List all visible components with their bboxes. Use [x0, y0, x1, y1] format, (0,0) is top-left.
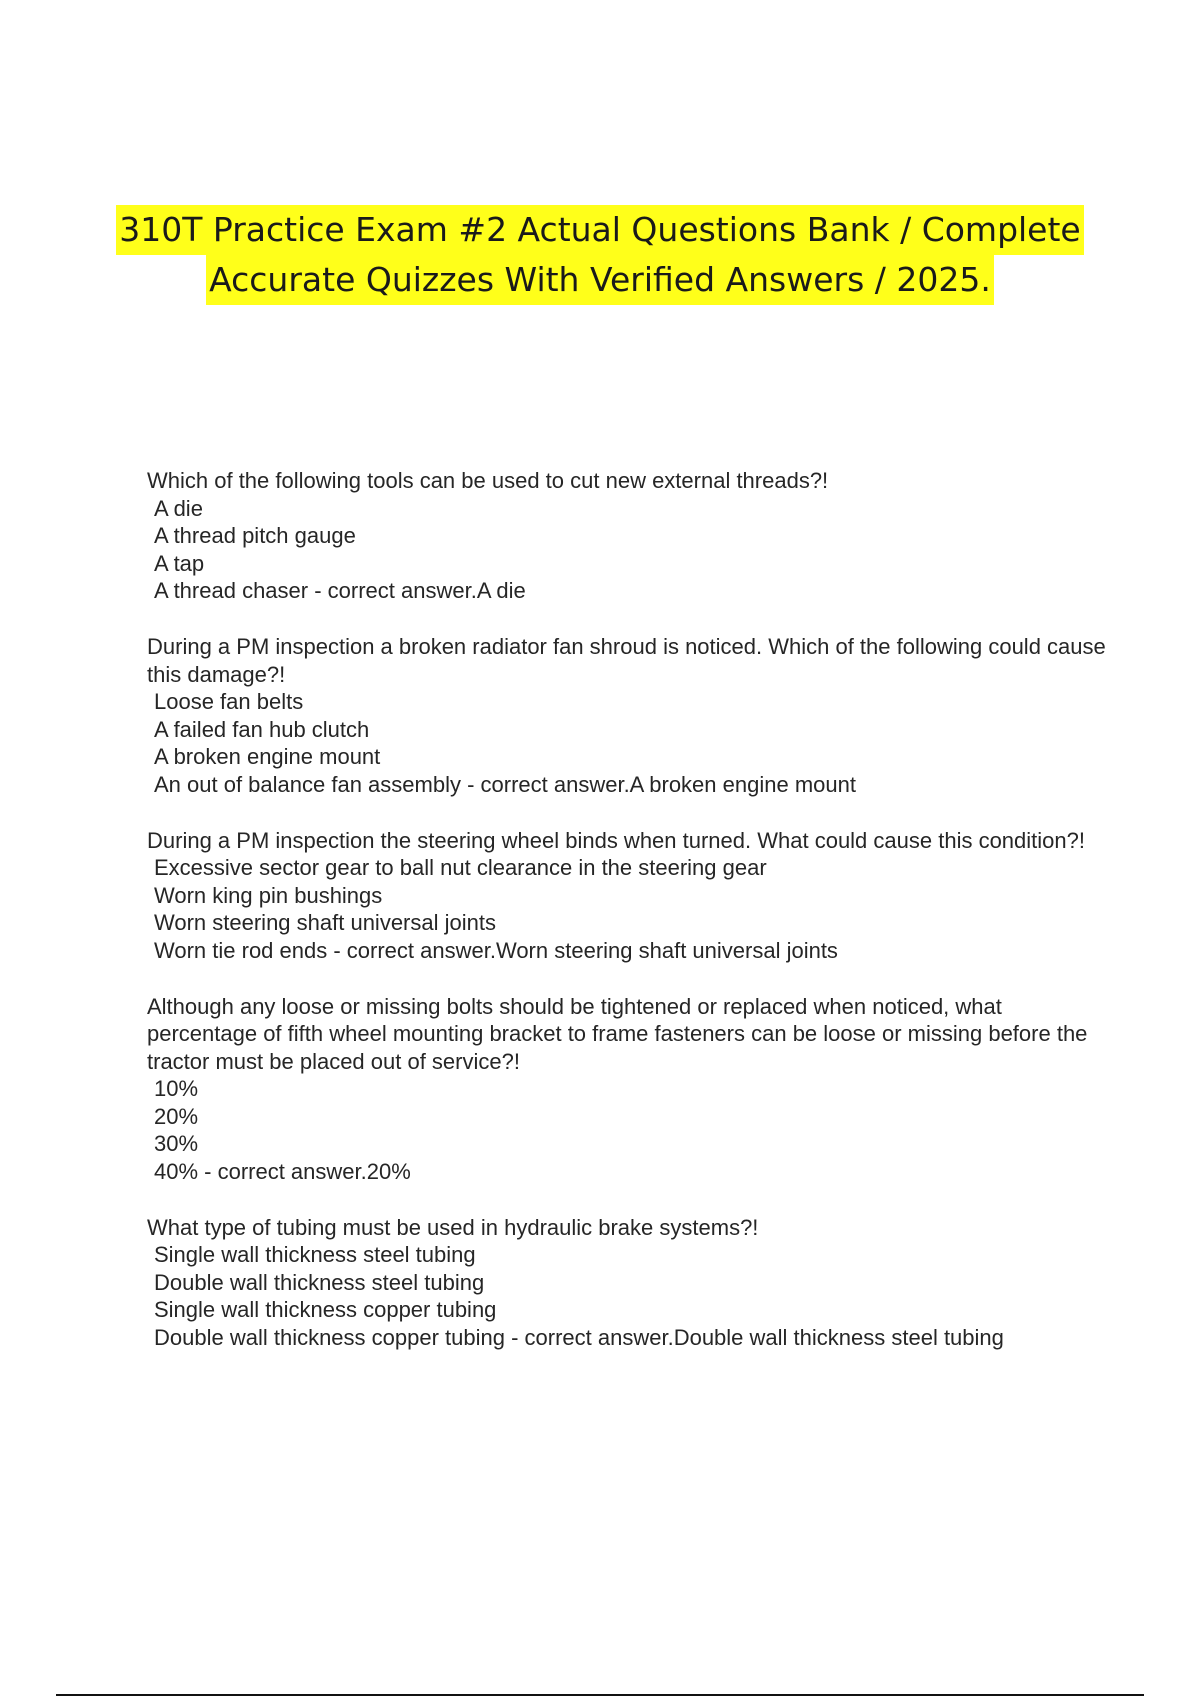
option-list [147, 1075, 1107, 1185]
question-text: Although any loose or missing bolts should be tightened or replaced when noticed, what percentage of fifth wheel mounting bracket to frame fasteners can be loose or missing before the tractor must be placed out of service?! [147, 993, 1088, 1074]
option-list [147, 688, 1107, 798]
option: Worn king pin bushings [154, 882, 383, 908]
option: Loose fan belts [154, 689, 304, 714]
question-text: Which of the following tools can be used to cut new external threads?! [147, 468, 829, 493]
option: Double wall thickness steel tubing [154, 1269, 485, 1295]
question-list [147, 467, 1107, 1380]
title-line-1: 310T Practice Exam #2 Actual Questions Bank / Complete [116, 205, 1083, 255]
question-text: During a PM inspection the steering wheel binds when turned. What could cause this condition?! [147, 827, 1085, 853]
option: A die [154, 495, 203, 521]
question-4 [147, 993, 1107, 1186]
option-with-answer: 40% - correct answer.20% [154, 1158, 411, 1184]
title-line-2: Accurate Quizzes With Verified Answers / 2025. [206, 255, 994, 305]
option: A broken engine mount [154, 744, 381, 769]
option: Single wall thickness steel tubing [154, 1242, 476, 1267]
option: 20% [154, 1103, 199, 1129]
option: A tap [154, 550, 205, 576]
option: Excessive sector gear to ball nut clearance in the steering gear [154, 855, 767, 880]
question-text: During a PM inspection a broken radiator fan shroud is noticed. Which of the following could cause this damage?! [147, 634, 1106, 687]
question-5 [147, 1214, 1107, 1352]
question-1 [147, 467, 1107, 605]
option: 10% [154, 1076, 199, 1101]
question-2 [147, 633, 1107, 798]
option-with-answer: An out of balance fan assembly - correct answer.A broken engine mount [154, 771, 856, 797]
option: Worn steering shaft universal joints [154, 910, 496, 935]
option-list [147, 854, 1107, 964]
option: A failed fan hub clutch [154, 716, 370, 742]
option-list [147, 495, 1107, 605]
option-with-answer: A thread chaser - correct answer.A die [154, 578, 526, 603]
option-list [147, 1241, 1107, 1351]
option-with-answer: Worn tie rod ends - correct answer.Worn steering shaft universal joints [154, 937, 838, 963]
option: A thread pitch gauge [154, 523, 356, 548]
option-with-answer: Double wall thickness copper tubing - correct answer.Double wall thickness steel tubing [154, 1324, 1004, 1350]
document-title [100, 205, 1100, 305]
option: 30% [154, 1131, 199, 1156]
option: Single wall thickness copper tubing [154, 1297, 497, 1322]
page-bottom-rule [56, 1694, 1144, 1696]
question-text: What type of tubing must be used in hydraulic brake systems?! [147, 1214, 759, 1240]
question-3 [147, 827, 1107, 965]
